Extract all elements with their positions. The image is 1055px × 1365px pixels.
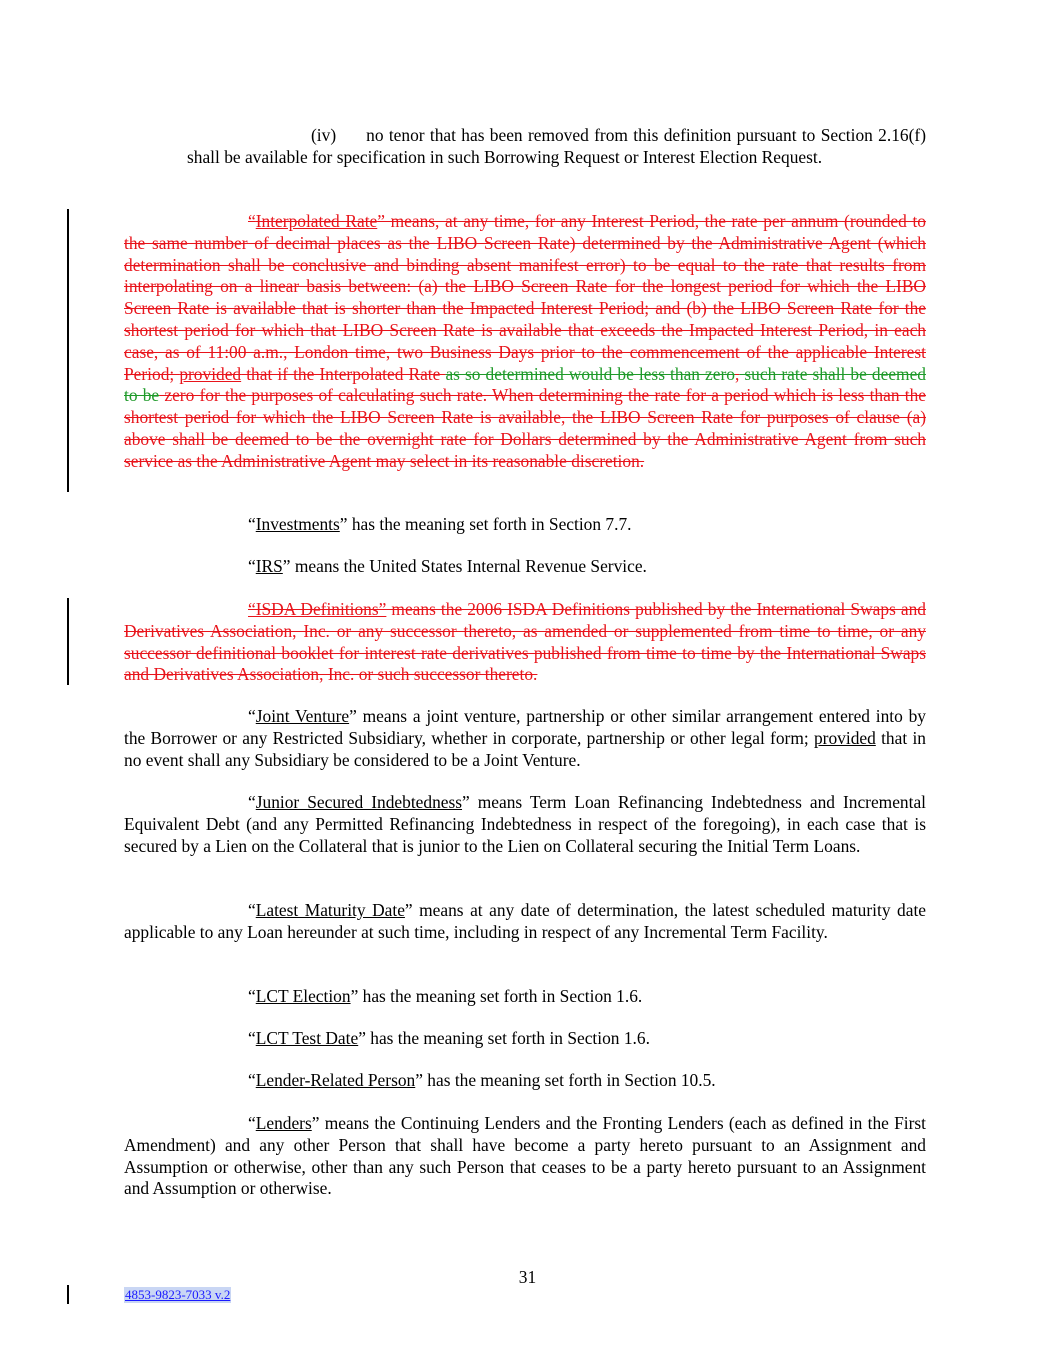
definition-lender-related-person	[124, 1070, 926, 1092]
lenders-open-quote: “	[248, 1113, 256, 1133]
jv-text-2: that in no event shall any Subsidiary be considered to be a Joint Venture.	[124, 727, 926, 770]
document-id: 4853-9823-7033 v.2	[125, 1287, 231, 1302]
irs-text: ” means the United States Internal Revenue Service.	[282, 556, 647, 576]
lenders-text: ” means the Continuing Lenders and the Fronting Lenders (each as defined in the First Amendment) and any other Person that shall have become a party hereto pursuant to an Assignment and Assumption or otherwise, other than any such Person that ceases to be a party hereto pursuant to an Assignment and Assumption or otherwise.	[124, 1113, 926, 1199]
definition-joint-venture	[124, 706, 926, 771]
lct-test-open-quote: “	[248, 1028, 256, 1048]
term-interpolated-rate: Interpolated Rate	[255, 211, 378, 231]
change-bar-interpolated	[67, 209, 69, 492]
definition-lenders	[124, 1113, 926, 1200]
lmd-open-quote: “	[248, 900, 256, 920]
junior-open-quote: “	[248, 792, 256, 812]
definition-investments	[124, 514, 926, 536]
interpolated-moved-1: as so determined would be less than zero	[445, 363, 735, 384]
definition-lct-test-date	[124, 1028, 926, 1050]
term-lenders: Lenders	[255, 1113, 312, 1133]
clause-iv	[187, 125, 926, 169]
term-investments: Investments	[255, 514, 340, 534]
change-bar-footer	[67, 1285, 69, 1304]
junior-text: ” means Term Loan Refinancing Indebtedness and Incremental Equivalent Debt (and any Permitted Refinancing Indebtedness in respect of the foregoing), in each case that is secured by a Lien on the Collateral that is junior to the Lien on Collateral securing the Initial Term Loans.	[124, 792, 926, 856]
interpolated-comma: ,	[734, 363, 740, 384]
clause-iv-label: (iv)	[311, 125, 337, 145]
term-isda-definitions: “ISDA Definitions”	[248, 599, 387, 619]
interpolated-provided: provided	[179, 363, 242, 384]
investments-open-quote: “	[248, 514, 256, 534]
lrp-open-quote: “	[248, 1070, 256, 1090]
jv-text-1: ” means a joint venture, partnership or other similar arrangement entered into by the Borrower or any Restricted Subsidiary, whether in corporate, partnership or other legal form;	[124, 706, 927, 748]
term-junior-secured-indebtedness: Junior Secured Indebtedness	[255, 792, 463, 812]
term-lct-test-date: LCT Test Date	[255, 1028, 359, 1048]
lct-election-open-quote: “	[248, 986, 256, 1006]
interpolated-open-quote: “	[248, 211, 256, 231]
interpolated-body-3: zero for the purposes of calculating such rate. When determining the rate for a period which is less than the shortest period for which the LIBO Screen Rate is available, the LIBO Screen Rate for purposes of clause (a) above shall be deemed to be the overnight rate for Dollars determined by the Administrative Agent from such service as the Administrative Agent may select in its reasonable discretion.	[124, 385, 926, 471]
term-lct-election: LCT Election	[255, 986, 351, 1006]
interpolated-body-2: that if the Interpolated Rate	[241, 363, 446, 384]
interpolated-body-1: ” means, at any time, for any Interest Period, the rate per annum (rounded to the same number of decimal places as the LIBO Screen Rate) determined by the Administrative Agent (which determination shall be conclusive and binding absent manifest error) to be equal to the rate that results from interpolating on a linear basis between: (a) the LIBO Screen Rate for the longest period for which the LIBO Screen Rate is available that is shorter than the Impacted Interest Period; and (b) the LIBO Screen Rate for the shortest period for which that LIBO Screen Rate is available that exceeds the Impacted Interest Period, in each case, as of 11:00 a.m., London time, two Business Days prior to the commencement of the applicable Interest Period;	[124, 211, 927, 384]
isda-text: means the 2006 ISDA Definitions published by the International Swaps and Derivatives Association, Inc. or any successor thereto, as amended or supplemented from time to time, or any successor definitional booklet for interest rate derivatives published from time to time by the International Swaps and Derivatives Association, Inc. or such successor thereto.	[124, 599, 927, 685]
page-number: 31	[518, 1267, 537, 1287]
jv-provided: provided	[813, 727, 876, 748]
jv-open-quote: “	[248, 706, 256, 726]
term-irs: IRS	[255, 556, 283, 576]
definition-isda	[124, 599, 926, 686]
lct-election-text: ” has the meaning set forth in Section 1.6.	[350, 986, 643, 1006]
term-lender-related-person: Lender-Related Person	[255, 1070, 416, 1090]
interpolated-moved-2: such rate shall be deemed to be	[124, 363, 926, 406]
lrp-text: ” has the meaning set forth in Section 10.5.	[415, 1070, 716, 1090]
definition-irs	[124, 556, 926, 578]
term-joint-venture: Joint Venture	[255, 706, 350, 726]
change-bar-isda	[67, 598, 69, 685]
definition-interpolated-rate	[124, 211, 926, 473]
lmd-text: ” means at any date of determination, the latest scheduled maturity date applicable to any Loan hereunder at such time, including in respect of any Incremental Term Facility.	[124, 900, 926, 942]
term-latest-maturity-date: Latest Maturity Date	[255, 900, 405, 920]
investments-text: ” has the meaning set forth in Section 7.7.	[339, 514, 632, 534]
lct-test-text: ” has the meaning set forth in Section 1.6.	[358, 1028, 650, 1048]
clause-iv-text: no tenor that has been removed from this definition pursuant to Section 2.16(f) shall be available for specification in such Borrowing Request or Interest Election Request.	[187, 125, 926, 167]
definition-latest-maturity	[124, 900, 926, 944]
definition-junior-secured	[124, 792, 926, 857]
definition-lct-election	[124, 986, 926, 1008]
irs-open-quote: “	[248, 556, 256, 576]
